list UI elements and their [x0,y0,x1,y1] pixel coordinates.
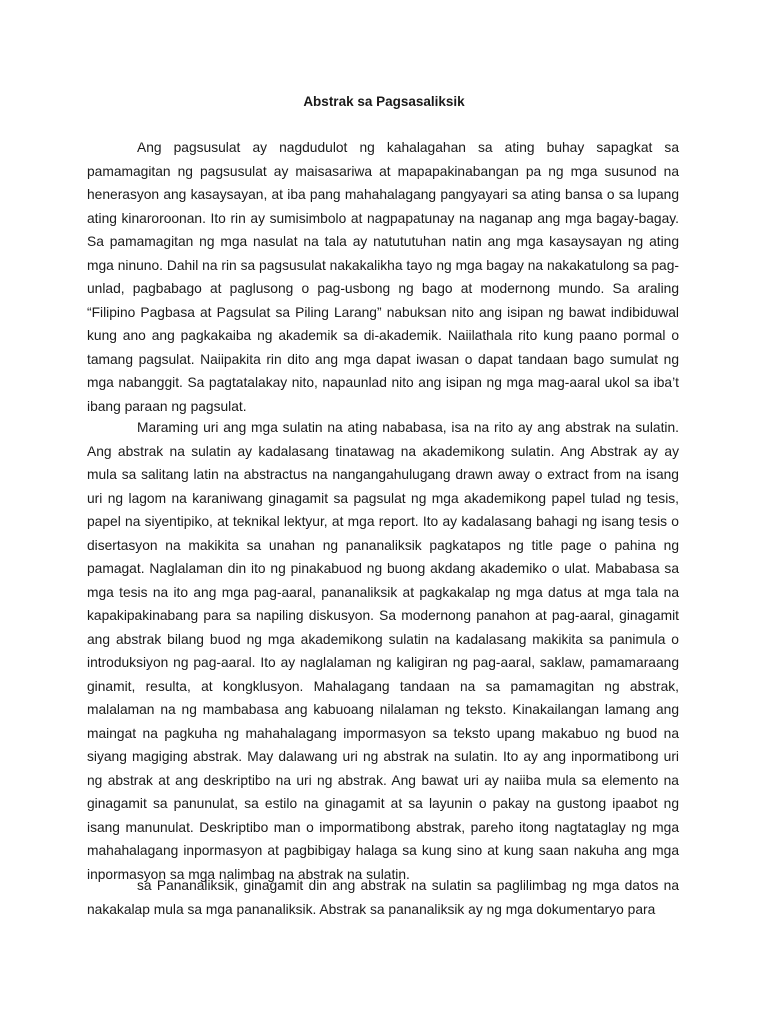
paragraph-3: sa Pananaliksik, ginagamit din ang abstrak na sulatin sa paglilimbag ng mga datos na nakakalap mula sa mga pananaliksik. Abstrak sa pananaliksik ay ng mga dokumentaryo para [87,878,679,917]
document-title: Abstrak sa Pagsasaliksik [303,94,465,109]
paragraph-2: Maraming uri ang mga sulatin na ating nababasa, isa na rito ay ang abstrak na sulatin. Ang abstrak na sulatin ay kadalasang tinatawag na akademikong sulatin. Ang Abstrak ay ay mula sa salitang latin na abstractus na nangangahulugang drawn away o extract from na isang uri ng lagom na karaniwang ginagamit sa pagsulat ng mga akademikong papel tulad ng tesis, papel na siyentipiko, at teknikal lektyur, at mga report. Ito ay kadalasang bahagi ng isang tesis o disertasyon na makikita sa unahan ng pananaliksik pagkatapos ng title page o pahina ng pamagat. Naglalaman din ito ng pinakabuod ng buong akdang akademiko o ulat. Mababasa sa mga tesis na ito ang mga pag-aaral, pananaliksik at pagkakalap ng mga datus at mga tala na kapakipakinabang para sa napiling diskusyon. Sa modernong panahon at pag-aaral, ginagamit ang abstrak bilang buod ng mga akademikong sulatin na kadalasang makikita sa panimula o introduksiyon ng pag-aaral. Ito ay naglalaman ng kaligiran ng pag-aaral, saklaw, pamamaraang ginamit, resulta, at kongklusyon. Mahalagang tandaan na sa pamamagitan ng abstrak, malalaman na ng mambabasa ang kabuoang nilalaman ng teksto. Kinakailangan lamang ang maingat na pagkuha ng mahahalagang impormasyon sa teksto upang makabuo ng buod na siyang magiging abstrak. May dalawang uri ng abstrak na sulatin. Ito ay ang inpormatibong uri ng abstrak at ang deskriptibo na uri ng abstrak. Ang bawat uri ay naiiba mula sa elemento na ginagamit sa panunulat, sa estilo na ginagamit at sa layunin o pakay na gustong ipaabot ng isang manunulat. Deskriptibo man o impormatibong abstrak, pareho itong nagtataglay ng mga mahahalagang inpormasyon at pagbibigay halaga sa kung sino at kung saan nakuha ang mga inpormasyon sa mga nalimbag na abstrak na sulatin. [87,420,679,882]
paragraph-1: Ang pagsusulat ay nagdudulot ng kahalagahan sa ating buhay sapagkat sa pamamagitan ng pagsusulat ay maisasariwa at mapapakinabangan pa ng mga susunod na henerasyon ang kasaysayan, at iba pang mahahalagang pangyayari sa ating bansa o sa lupang ating kinaroroonan. Ito rin ay sumisimbolo at nagpapatunay na naganap ang mga bagay-bagay. Sa pamamagitan ng mga nasulat na tala ay natututuhan natin ang mga kasaysayan ng ating mga ninuno. Dahil na rin sa pagsusulat nakakalikha tayo ng mga bagay na nakakatulong sa pag-unlad, pagbabago at paglusong o pag-usbong ng bago at modernong mundo. Sa araling “Filipino Pagbasa at Pagsulat sa Piling Larang” nabuksan nito ang isipan ng bawat indibiduwal kung ano ang pagkakaiba ng akademik sa di-akademik. Naiilathala rito kung paano pormal o tamang pagsulat. Naiipakita rin dito ang mga dapat iwasan o dapat tandaan bago sumulat ng mga nabanggit. Sa pagtatalakay nito, napaunlad nito ang isipan ng mga mag-aaral ukol sa iba’t ibang paraan ng pagsulat. [87,140,679,414]
